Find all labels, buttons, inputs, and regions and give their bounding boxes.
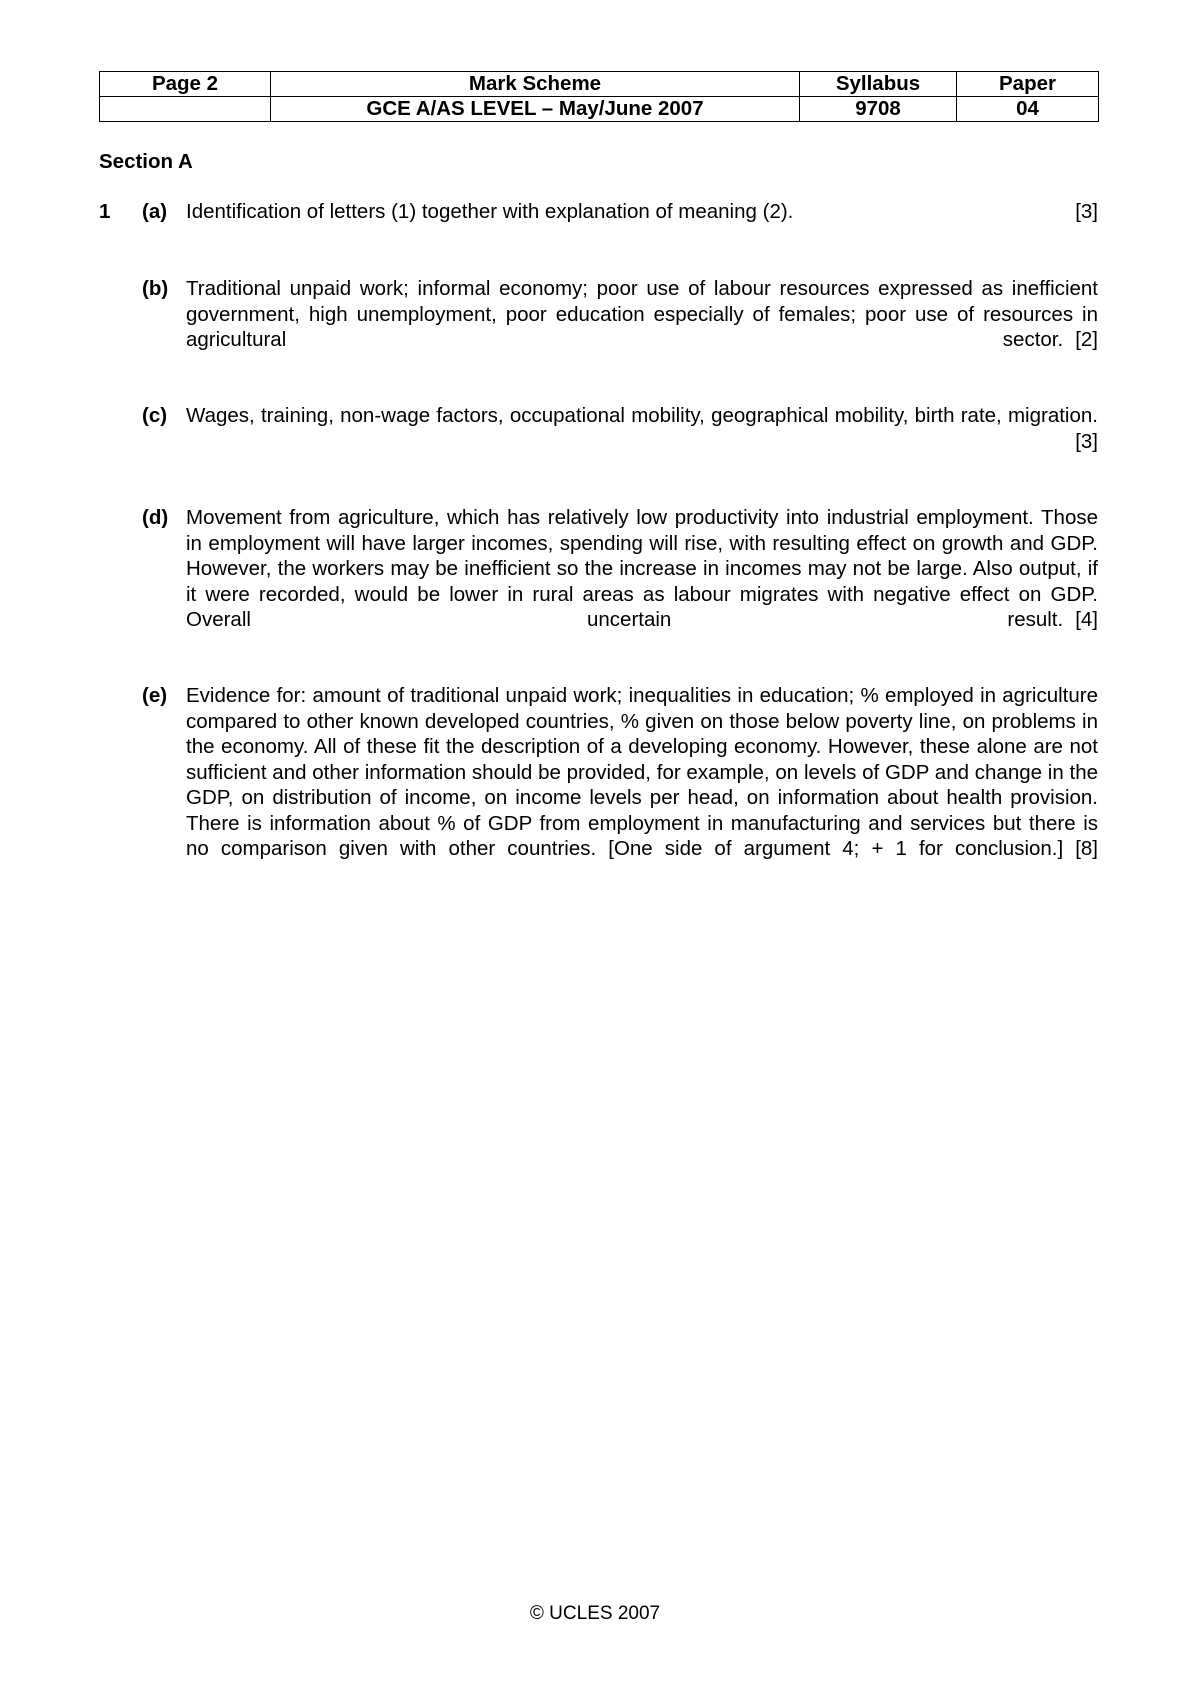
question-number: 1 (99, 200, 111, 223)
part-letter: (a) (142, 200, 168, 223)
mark-scheme-cell: Mark Scheme (271, 72, 800, 97)
part-text: Traditional unpaid work; informal economy; poor use of labour resources expressed as inefficient government, high unemployment, poor education especially of females; poor use of resources in agricultural sector. (186, 277, 1098, 351)
part-text-block (186, 403, 1098, 454)
mark-allocation: [3] (1075, 200, 1098, 223)
part-text-block (186, 199, 1098, 225)
mark-allocation: [4] (1075, 608, 1098, 631)
part-text: Wages, training, non-wage factors, occupational mobility, geographical mobility, birth rate, migration. (186, 404, 1098, 427)
syllabus-code-cell: 9708 (800, 97, 957, 122)
mark-allocation: [2] (1075, 328, 1098, 351)
mark-allocation: [8] (1075, 837, 1098, 860)
part-text-block (186, 505, 1098, 633)
syllabus-label-cell: Syllabus (800, 72, 957, 97)
empty-cell (100, 97, 271, 122)
part-text: Evidence for: amount of traditional unpaid work; inequalities in education; % employed in agriculture compared to other known developed countries, % given on those below poverty line, on problems in the economy. All of these fit the description of a developing economy. However, these alone are not sufficient and other information should be provided, for example, on levels of GDP and change in the GDP, on distribution of income, on income levels per head, on information about health provision. There is information about % of GDP from employment in manufacturing and services but there is no comparison given with other countries. [One side of argument 4; + 1 for conclusion.] (186, 684, 1098, 860)
header-table (99, 71, 1099, 122)
part-text-block (186, 683, 1098, 862)
part-letter: (d) (142, 506, 169, 529)
header-row-2 (100, 97, 1099, 122)
section-heading: Section A (99, 150, 193, 173)
part-text: Movement from agriculture, which has relatively low productivity into industrial employment. Those in employment will have larger incomes, spending will rise, with resulting effect on growth and GDP. However, the workers may be inefficient so the increase in incomes may not be large. Also output, if it were recorded, would be lower in rural areas as labour migrates with negative effect on GDP. Overall uncertain result. (186, 506, 1098, 631)
mark-allocation: [3] (1075, 429, 1098, 453)
part-letter: (e) (142, 684, 168, 707)
header-row-1 (100, 72, 1099, 97)
page-number-cell: Page 2 (100, 72, 271, 97)
part-letter: (b) (142, 277, 169, 300)
part-text: Identification of letters (1) together with explanation of meaning (2). (186, 200, 794, 223)
part-text-block (186, 276, 1098, 353)
part-letter: (c) (142, 404, 168, 427)
copyright-footer: © UCLES 2007 (529, 1603, 661, 1624)
paper-label-cell: Paper (957, 72, 1099, 97)
paper-number-cell: 04 (957, 97, 1099, 122)
exam-title-cell: GCE A/AS LEVEL – May/June 2007 (271, 97, 800, 122)
